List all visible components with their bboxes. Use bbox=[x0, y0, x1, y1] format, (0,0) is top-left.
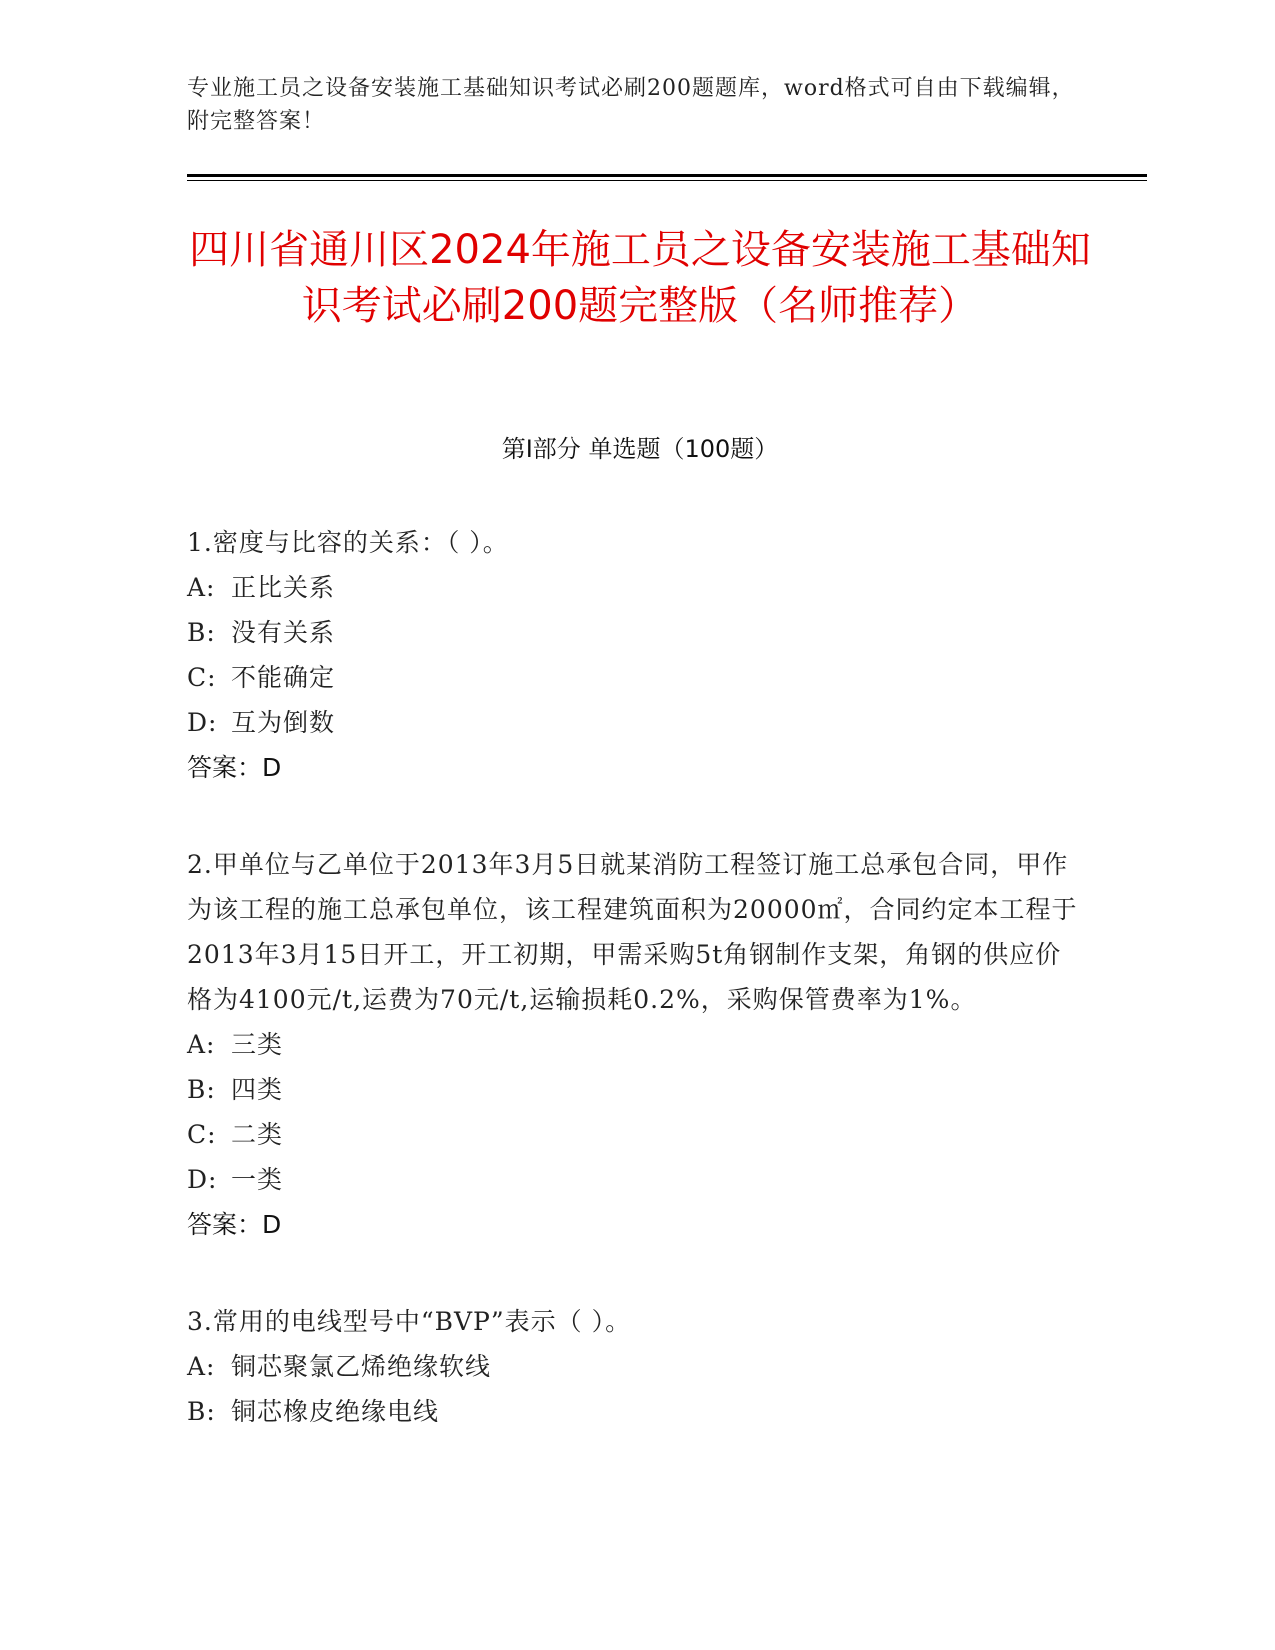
option-a bbox=[187, 1344, 1087, 1389]
option-text: 正比关系 bbox=[231, 573, 336, 602]
option-text: 铜芯橡皮绝缘电线 bbox=[231, 1397, 440, 1426]
option-letter: A: bbox=[187, 1030, 216, 1059]
option-text: 互为倒数 bbox=[231, 708, 336, 737]
option-b bbox=[187, 610, 1087, 655]
header-divider-thin bbox=[187, 180, 1147, 181]
question-gap bbox=[187, 1247, 1087, 1299]
option-letter: B: bbox=[187, 618, 216, 647]
option-text: 二类 bbox=[231, 1120, 284, 1149]
question-stem: 3.常用的电线型号中“BVP”表示（ ）。 bbox=[187, 1307, 632, 1336]
option-c bbox=[187, 655, 1087, 700]
option-letter: D: bbox=[187, 708, 218, 737]
header-divider-thick bbox=[187, 174, 1147, 177]
question-stem: 2.甲单位与乙单位于2013年3月5日就某消防工程签订施工总承包合同，甲作为该工程的施工总承包单位，该工程建筑面积为20000㎡，合同约定本工程于2013年3月15日开工，开工初期，甲需采购5t角钢制作支架，角钢的供应价格为4100元/t,运费为70元/t,运输损耗0.2%，采购保管费率为1%。 bbox=[187, 850, 1078, 1014]
question-1 bbox=[187, 520, 1087, 790]
question-2 bbox=[187, 842, 1087, 1247]
option-letter: A: bbox=[187, 573, 216, 602]
option-letter: C: bbox=[187, 663, 217, 692]
option-d bbox=[187, 1157, 1087, 1202]
question-list bbox=[187, 520, 1087, 1434]
option-text: 不能确定 bbox=[231, 663, 336, 692]
answer-line: 答案：D bbox=[187, 753, 282, 782]
option-text: 一类 bbox=[231, 1165, 284, 1194]
option-b bbox=[187, 1067, 1087, 1112]
option-letter: C: bbox=[187, 1120, 217, 1149]
option-d bbox=[187, 700, 1087, 745]
question-stem: 1.密度与比容的关系：（ ）。 bbox=[187, 528, 509, 557]
header-note: 专业施工员之设备安装施工基础知识考试必刷200题题库，word格式可自由下载编辑，附完整答案！ bbox=[187, 76, 1075, 134]
option-c bbox=[187, 1112, 1087, 1157]
option-b bbox=[187, 1389, 1087, 1434]
option-letter: B: bbox=[187, 1075, 216, 1104]
option-a bbox=[187, 1022, 1087, 1067]
option-text: 没有关系 bbox=[231, 618, 336, 647]
option-text: 铜芯聚氯乙烯绝缘软线 bbox=[231, 1352, 492, 1381]
option-a bbox=[187, 565, 1087, 610]
option-letter: A: bbox=[187, 1352, 216, 1381]
option-letter: B: bbox=[187, 1397, 216, 1426]
option-text: 三类 bbox=[231, 1030, 284, 1059]
answer-line: 答案：D bbox=[187, 1210, 282, 1239]
option-text: 四类 bbox=[231, 1075, 284, 1104]
document-title: 四川省通川区2024年施工员之设备安装施工基础知识考试必刷200题完整版（名师推荐） bbox=[189, 227, 1091, 329]
question-3 bbox=[187, 1299, 1087, 1434]
option-letter: D: bbox=[187, 1165, 218, 1194]
section-heading: 第I部分 单选题（100题） bbox=[501, 435, 779, 463]
question-gap bbox=[187, 790, 1087, 842]
